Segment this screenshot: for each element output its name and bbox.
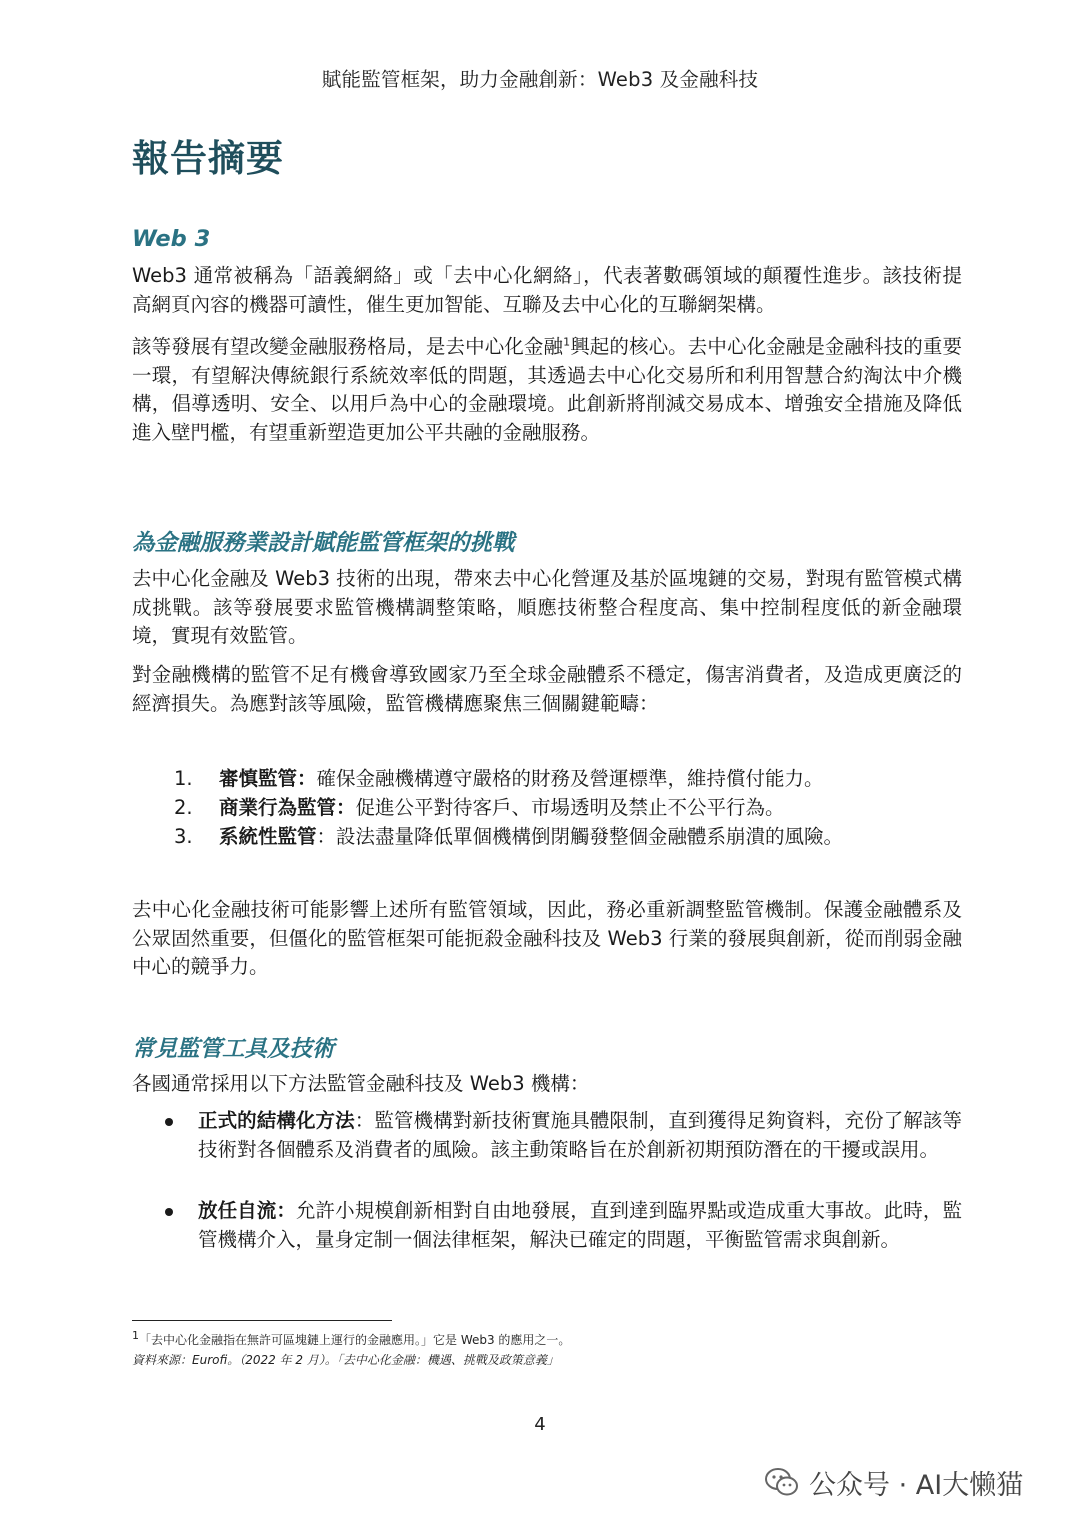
running-header: 賦能監管框架，助力金融創新：Web3 及金融科技	[321, 68, 759, 91]
bullet-text: 允許小規模創新相對自由地發展，直到達到臨界點或造成重大事故。此時，監管機構介入，量身定制一個法律框架，解決已確定的問題，平衡監管需求與創新。	[198, 1199, 962, 1251]
web3-paragraph-2-start: 該等發展有望改變金融服務格局，是去中心化金融	[132, 335, 564, 358]
web3-paragraph-2-rest: 興起的核心。去中心化金融是金融科技的重要一環，有望解決傳統銀行系統效率低的問題，其透過去中心化交易所和利用智慧合約淘汰中介機構，倡導透明、安全、以用戶為中心的金融環境。此創新將削減交易成本、增強安全措施及降低進入壁門檻，有望重新塑造更加公平共融的金融服務。	[132, 335, 962, 444]
web3-paragraph-1: Web3 通常被稱為「語義網絡」或「去中心化網絡」，代表著數碼領域的顛覆性進步。該技術提高網頁內容的機器可讀性，催生更加智能、互聯及去中心化的互聯網架構。	[132, 264, 962, 316]
wechat-icon	[765, 1467, 799, 1497]
list-term: 審慎監管：	[219, 767, 317, 790]
list-number: 2.	[174, 796, 193, 819]
list-text: 促進公平對待客戶、市場透明及禁止不公平行為。	[355, 796, 785, 819]
numbered-list-item	[132, 765, 962, 794]
section-heading-web3: Web 3	[132, 226, 211, 252]
challenge-paragraph-1: 去中心化金融及 Web3 技術的出現，帶來去中心化營運及基於區塊鏈的交易，對現有監管模式構成挑戰。該等發展要求監管機構調整策略，順應技術整合程度高、集中控制程度低的新金融環境，實現有效監管。	[132, 567, 962, 648]
footnote-text: 「去中心化金融指在無許可區塊鏈上運行的金融應用。」它是 Web3 的應用之一。	[139, 1333, 571, 1347]
section-heading-challenge: 為金融服務業設計賦能監管框架的挑戰	[132, 530, 515, 556]
page-title: 報告摘要	[132, 137, 284, 180]
list-number: 3.	[174, 825, 193, 848]
list-text: 確保金融機構遵守嚴格的財務及營運標準，維持償付能力。	[316, 767, 824, 790]
page-number: 4	[534, 1414, 546, 1435]
web3-paragraph-2	[132, 333, 962, 447]
bullet-icon	[165, 1208, 173, 1216]
footnote-source: 資料來源：Eurofi。（2022 年 2 月）。「去中心化金融：機遇、挑戰及政策意義」	[132, 1353, 559, 1367]
bullet-list-item	[132, 1107, 962, 1164]
watermark-text: 公众号 · AI大懒猫	[809, 1469, 1024, 1501]
list-term: 系統性監管	[219, 825, 317, 848]
footnote-divider	[132, 1320, 392, 1321]
challenge-paragraph-2: 對金融機構的監管不足有機會導致國家乃至全球金融體系不穩定，傷害消費者，及造成更廣泛的經濟損失。為應對該等風險，監管機構應聚焦三個關鍵範疇：	[132, 663, 962, 715]
tools-intro: 各國通常採用以下方法監管金融科技及 Web3 機構：	[132, 1072, 590, 1095]
numbered-list-item	[132, 794, 962, 823]
list-term: 商業行為監管：	[219, 796, 356, 819]
section-heading-tools: 常見監管工具及技術	[132, 1036, 335, 1062]
bullet-text: ：監管機構對新技術實施具體限制，直到獲得足夠資料，充份了解該等技術對各個體系及消費者的風險。該主動策略旨在於創新初期預防潛在的干擾或誤用。	[198, 1109, 962, 1161]
footnote-reference[interactable]: 1	[563, 335, 571, 349]
bullet-list-item	[132, 1197, 962, 1254]
numbered-list-item	[132, 823, 962, 852]
list-number: 1.	[174, 767, 193, 790]
bullet-icon	[165, 1118, 173, 1126]
bullet-term: 放任自流：	[198, 1199, 296, 1222]
list-text: ：設法盡量降低單個機構倒閉觸發整個金融體系崩潰的風險。	[316, 825, 844, 848]
footnote	[132, 1331, 570, 1348]
footnote-marker: 1	[132, 1329, 139, 1342]
watermark	[765, 1462, 1023, 1502]
bullet-term: 正式的結構化方法	[198, 1109, 355, 1132]
challenge-paragraph-3: 去中心化金融技術可能影響上述所有監管領域，因此，務必重新調整監管機制。保護金融體系及公眾固然重要，但僵化的監管框架可能扼殺金融科技及 Web3 行業的發展與創新，從而削弱金融中心的競爭力。	[132, 898, 962, 979]
